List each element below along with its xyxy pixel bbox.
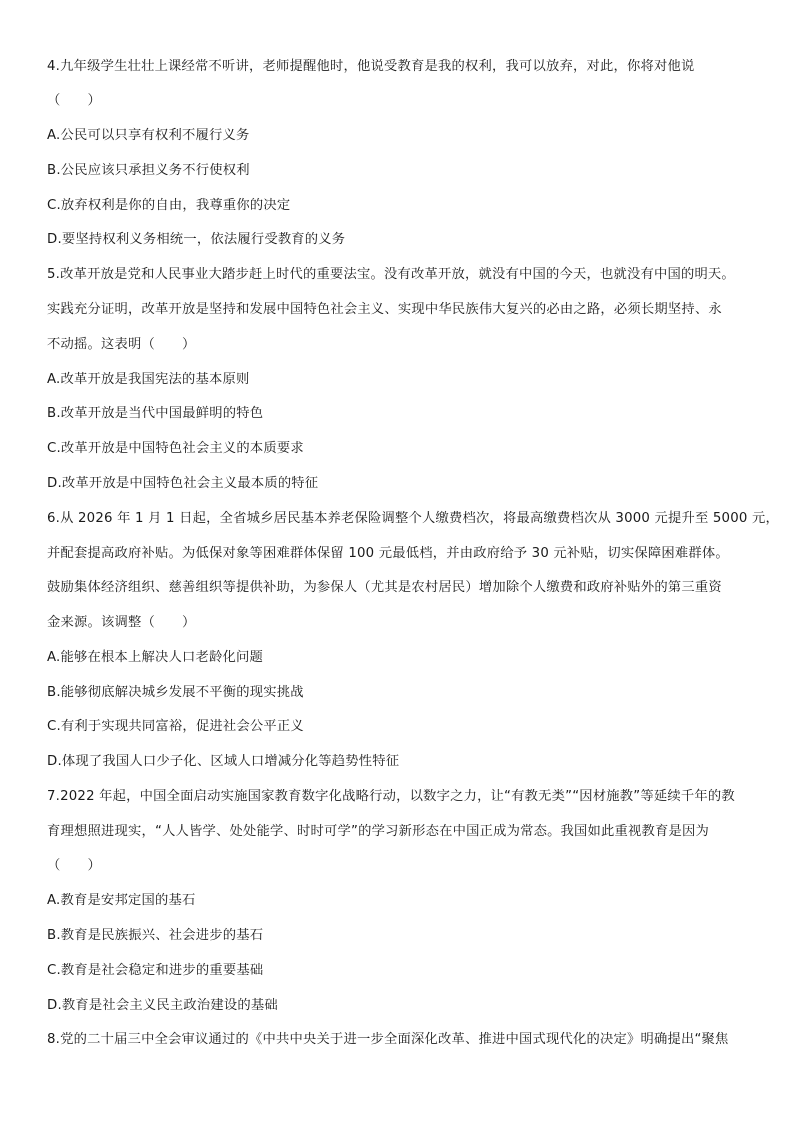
option-a: A.教育是安邦定国的基石: [47, 893, 196, 908]
option-d: D.教育是社会主义民主政治建设的基础: [47, 998, 278, 1013]
question-stem-line: 实践充分证明，改革开放是坚持和发展中国特色社会主义、实现中华民族伟大复兴的必由之路，必须长期坚持、永: [47, 302, 722, 317]
option-b: B.能够彻底解决城乡发展不平衡的现实挑战: [47, 685, 304, 700]
option-d: D.体现了我国人口少子化、区域人口增减分化等趋势性特征: [47, 754, 400, 769]
option-d: D.改革开放是中国特色社会主义最本质的特征: [47, 476, 319, 491]
question-stem-line: 7.2022 年起，中国全面启动实施国家教育数字化战略行动，以数字之力，让“有教无类”“因材施教”等延续千年的教: [47, 789, 735, 804]
option-a: A.公民可以只享有权利不履行义务: [47, 128, 250, 143]
option-c: C.改革开放是中国特色社会主义的本质要求: [47, 441, 304, 456]
question-stem-line: 8.党的二十届三中全会审议通过的《中共中央关于进一步全面深化改革、推进中国式现代化的决定》明确提出“聚焦: [47, 1032, 729, 1047]
question-stem-line: 育理想照进现实，“人人皆学、处处能学、时时可学”的学习新形态在中国正成为常态。我国如此重视教育是因为: [47, 824, 710, 839]
option-b: B.公民应该只承担义务不行使权利: [47, 163, 250, 178]
option-b: B.改革开放是当代中国最鲜明的特色: [47, 406, 264, 421]
question-stem-line: 6.从 2026 年 1 月 1 日起，全省城乡居民基本养老保险调整个人缴费档次，将最高缴费档次从 3000 元提升至 5000 元，: [47, 511, 779, 526]
question-stem-line: 4.九年级学生壮壮上课经常不听讲，老师提醒他时，他说受教育是我的权利，我可以放弃，对此，你将对他说: [47, 59, 695, 74]
option-c: C.有利于实现共同富裕，促进社会公平正义: [47, 719, 304, 734]
option-a: A.改革开放是我国宪法的基本原则: [47, 372, 250, 387]
question-stem-line: 并配套提高政府补贴。为低保对象等困难群体保留 100 元最低档，并由政府给予 30 元补贴，切实保障困难群体。: [47, 546, 729, 561]
answer-blank: （ ）: [47, 858, 101, 873]
option-c: C.教育是社会稳定和进步的重要基础: [47, 963, 264, 978]
option-a: A.能够在根本上解决人口老龄化问题: [47, 650, 263, 665]
option-d: D.要坚持权利义务相统一，依法履行受教育的义务: [47, 232, 346, 247]
answer-blank: （ ）: [47, 93, 101, 108]
option-c: C.放弃权利是你的自由，我尊重你的决定: [47, 198, 291, 213]
option-b: B.教育是民族振兴、社会进步的基石: [47, 928, 264, 943]
question-stem-line: 金来源。该调整（ ）: [47, 615, 196, 630]
question-stem-line: 不动摇。这表明（ ）: [47, 337, 196, 352]
question-stem-line: 5.改革开放是党和人民事业大踏步赶上时代的重要法宝。没有改革开放，就没有中国的今天，也就没有中国的明天。: [47, 267, 735, 282]
question-stem-line: 鼓励集体经济组织、慈善组织等提供补助，为参保人（尤其是农村居民）增加除个人缴费和政府补贴外的第三重资: [47, 580, 722, 595]
